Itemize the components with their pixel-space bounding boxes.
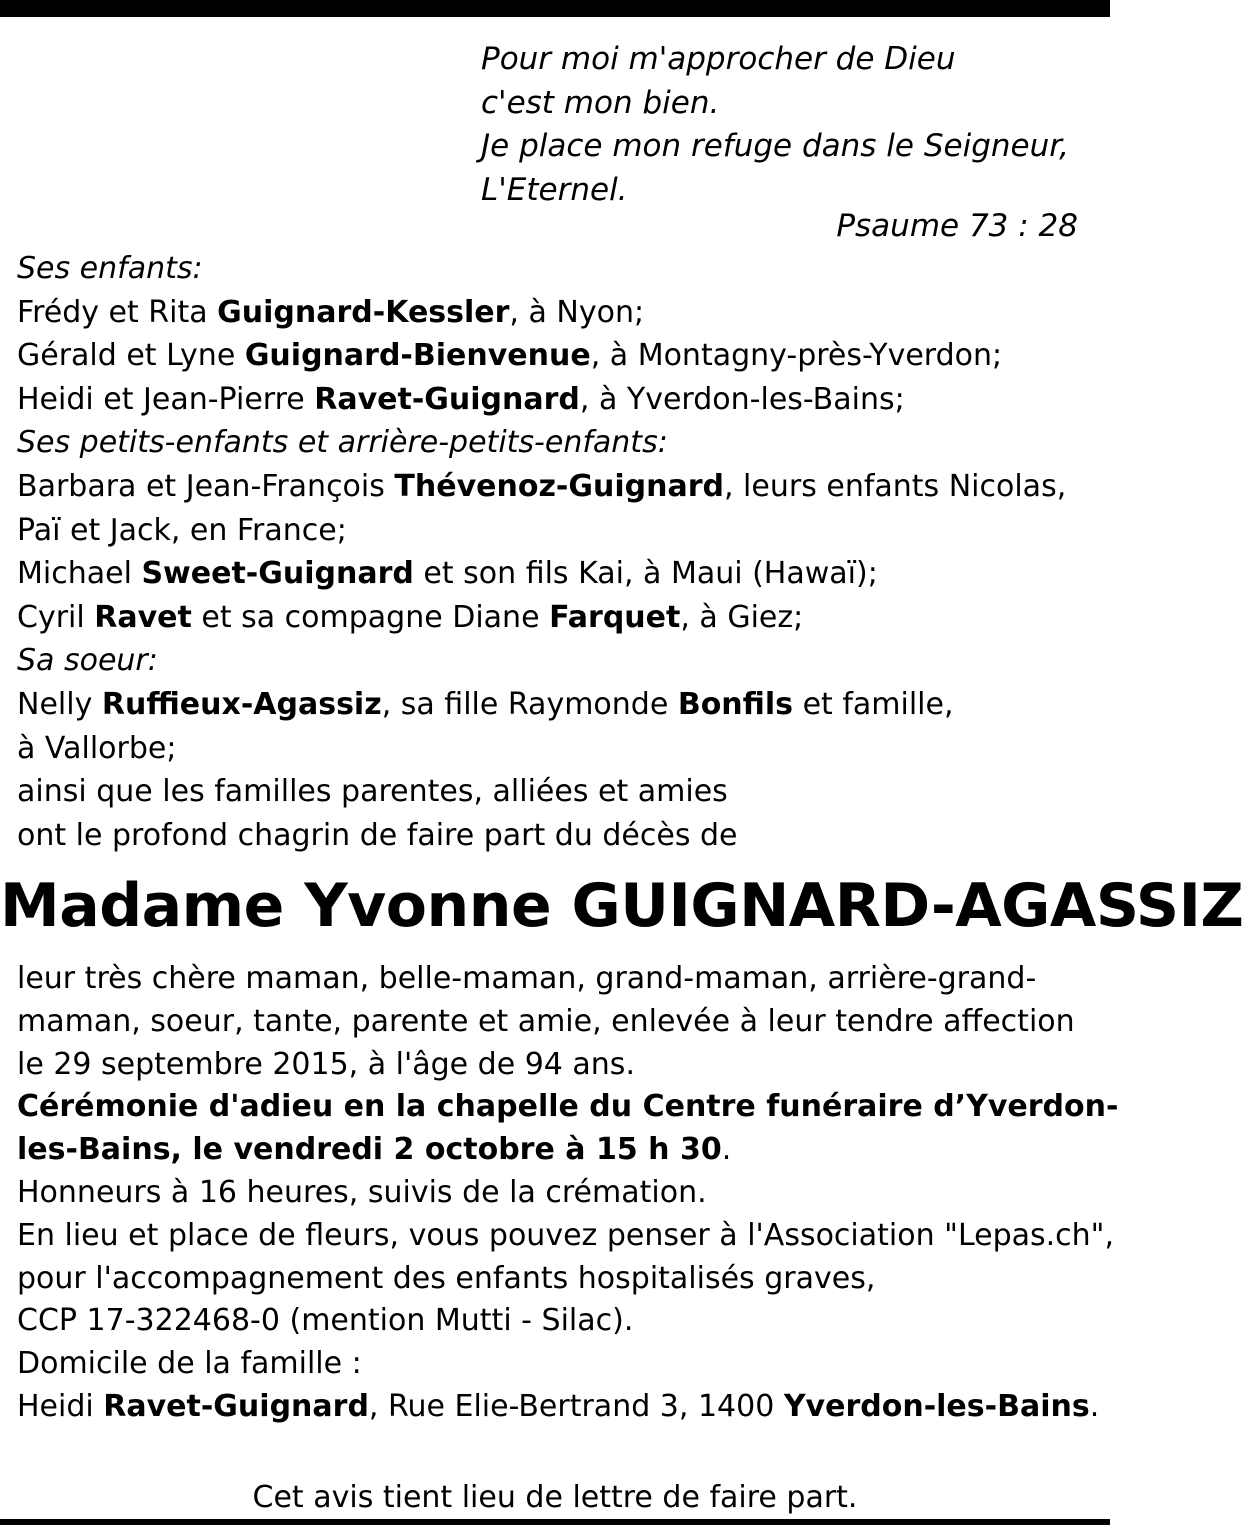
family-name: Ravet-Guignard: [103, 1388, 369, 1424]
ceremony-line: Cérémonie d'adieu en la chapelle du Centre funéraire d’Yverdon-: [17, 1089, 1119, 1125]
info-line: pour l'accompagnement des enfants hospitalisés graves,: [17, 1260, 876, 1296]
family-name: Guignard-Bienvenue: [244, 338, 591, 374]
family-line: Paï et Jack, en France;: [17, 512, 347, 548]
grandchildren-heading: Ses petits-enfants et arrière-petits-enfants:: [17, 425, 668, 461]
verse-reference: Psaume 73 : 28: [836, 208, 1078, 244]
footer-note: Cet avis tient lieu de lettre de faire part.: [252, 1480, 858, 1515]
city-name: Yverdon-les-Bains: [783, 1388, 1090, 1424]
family-name: Bonfils: [677, 686, 794, 722]
family-line: Nelly Ruffieux-Agassiz, sa fille Raymonde Bonfils et famille,: [17, 686, 954, 722]
family-line: Gérald et Lyne Guignard-Bienvenue, à Montagny-près-Yverdon;: [17, 338, 1003, 374]
family-line: Barbara et Jean-François Thévenoz-Guignard, leurs enfants Nicolas,: [17, 468, 1067, 504]
family-line: Michael Sweet-Guignard et son fils Kai, à Maui (Hawaï);: [17, 556, 878, 592]
closing-line: ainsi que les familles parentes, alliées et amies: [17, 774, 728, 810]
info-line: Honneurs à 16 heures, suivis de la crémation.: [17, 1174, 707, 1210]
family-address: Heidi Ravet-Guignard, Rue Elie-Bertrand 3, 1400 Yverdon-les-Bains.: [17, 1388, 1100, 1424]
family-line: Heidi et Jean-Pierre Ravet-Guignard, à Yverdon-les-Bains;: [17, 381, 905, 417]
family-name: Sweet-Guignard: [141, 556, 414, 592]
family-line: Frédy et Rita Guignard-Kessler, à Nyon;: [17, 294, 645, 330]
announcement-details: [17, 958, 1119, 1429]
children-heading: Ses enfants:: [17, 251, 203, 286]
verse-line: Je place mon refuge dans le Seigneur,: [481, 128, 1070, 165]
family-name: Ravet: [94, 599, 192, 635]
sister-heading: Sa soeur:: [17, 643, 158, 679]
info-line: En lieu et place de fleurs, vous pouvez penser à l'Association "Lepas.ch",: [17, 1217, 1115, 1253]
ceremony-line: les-Bains, le vendredi 2 octobre à 15 h 30.: [17, 1132, 732, 1168]
verse-line: L'Eternel.: [481, 171, 628, 208]
family-name: Guignard-Kessler: [217, 294, 510, 330]
deceased-name: Madame Yvonne GUIGNARD-AGASSIZ: [0, 871, 1243, 941]
psalm-verse: [481, 38, 1101, 212]
top-border: [0, 0, 1110, 17]
verse-line: c'est mon bien.: [481, 84, 720, 121]
verse-line: Pour moi m'approcher de Dieu: [481, 41, 956, 77]
closing-line: ont le profond chagrin de faire part du décès de: [17, 817, 738, 853]
info-line: Domicile de la famille :: [17, 1346, 362, 1382]
family-name: Farquet: [549, 599, 681, 635]
bottom-border: [0, 1519, 1110, 1525]
family-name: Ravet-Guignard: [314, 381, 580, 417]
family-name: Ruffieux-Agassiz: [101, 686, 382, 722]
family-name: Thévenoz-Guignard: [394, 468, 724, 504]
family-list: [17, 247, 1102, 857]
relation-line: leur très chère maman, belle-maman, grand-maman, arrière-grand-: [17, 961, 1037, 996]
relation-line: maman, soeur, tante, parente et amie, enlevée à leur tendre affection: [17, 1003, 1075, 1039]
relation-line: le 29 septembre 2015, à l'âge de 94 ans.: [17, 1046, 635, 1082]
family-line: à Vallorbe;: [17, 730, 177, 766]
info-line: CCP 17-322468-0 (mention Mutti - Silac).: [17, 1303, 634, 1339]
family-line: Cyril Ravet et sa compagne Diane Farquet, à Giez;: [17, 599, 804, 635]
